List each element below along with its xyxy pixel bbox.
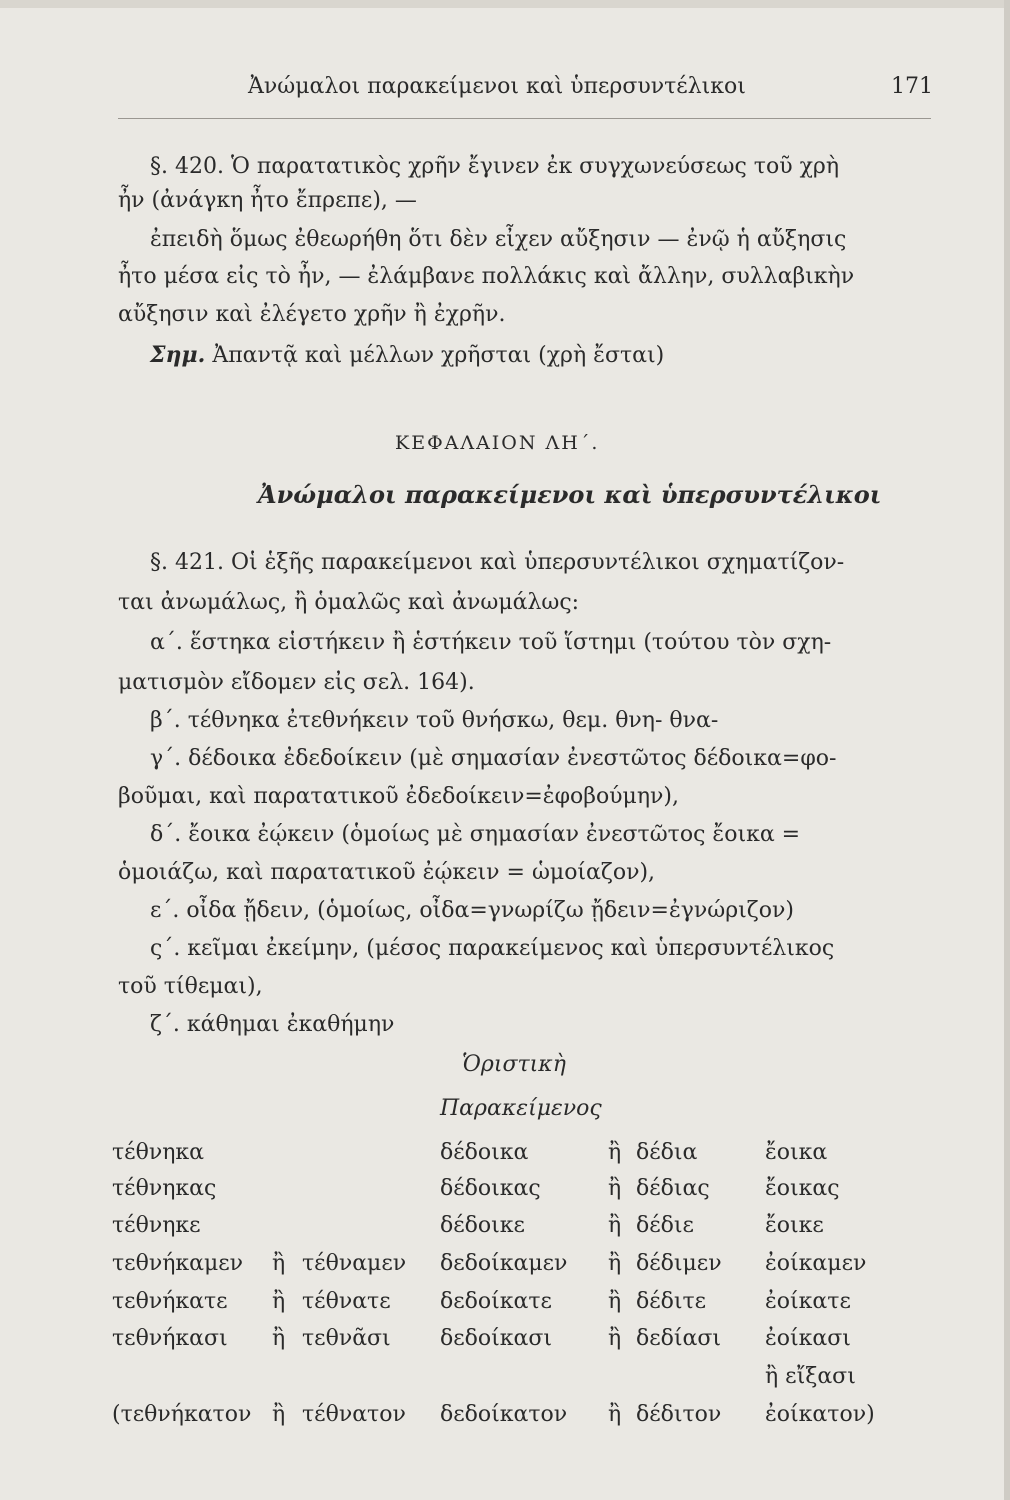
table-cell: δέδιμεν bbox=[636, 1251, 722, 1276]
table-cell: τέθνηκας bbox=[112, 1176, 217, 1201]
table-cell: ἔοικε bbox=[765, 1213, 824, 1238]
table-cell: δεδοίκαμεν bbox=[440, 1251, 568, 1276]
table-cell: ἢ bbox=[272, 1402, 286, 1427]
table-cell: δέδια bbox=[636, 1140, 698, 1165]
table-cell: ἢ bbox=[608, 1176, 622, 1201]
table-cell: δέδοικε bbox=[440, 1213, 525, 1238]
table-cell: ἐοίκασι bbox=[765, 1326, 851, 1351]
item-a-line-1: α΄. ἕστηκα εἱστήκειν ἢ ἑστήκειν τοῦ ἵστημι (τούτου τὸν σχη- bbox=[150, 630, 832, 655]
table-cell: ἢ bbox=[272, 1326, 286, 1351]
section-420-line-2: ἦν (ἀνάγκη ἦτο ἔπρεπε), — bbox=[118, 188, 417, 213]
table-cell: δέδοικας bbox=[440, 1176, 541, 1201]
item-b-line-1: β΄. τέθνηκα ἐτεθνήκειν τοῦ θνήσκω, θεμ. θνη- θνα- bbox=[150, 708, 719, 733]
table-cell: ἐοίκατε bbox=[765, 1289, 851, 1314]
header-rule bbox=[118, 118, 931, 119]
table-cell: ἢ bbox=[608, 1140, 622, 1165]
item-d-line-2: ὁμοιάζω, καὶ παρατατικοῦ ἐῴκειν = ὡμοίαζον), bbox=[118, 860, 656, 885]
table-cell: τεθνήκασι bbox=[112, 1326, 228, 1351]
table-cell: τεθνήκατε bbox=[112, 1289, 228, 1314]
table-mood-heading: Ὁριστικὴ bbox=[462, 1052, 566, 1077]
item-f-line-1: ς΄. κεῖμαι ἐκείμην, (μέσος παρακείμενος καὶ ὑπερσυντέλικος bbox=[150, 936, 835, 961]
section-420-line-1: §. 420. Ὁ παρατατικὸς χρῆν ἔγινεν ἐκ συγχωνεύσεως τοῦ χρὴ bbox=[150, 154, 840, 179]
table-cell: δέδιτον bbox=[636, 1402, 722, 1427]
section-420-line-3: ἐπειδὴ ὅμως ἐθεωρήθη ὅτι δὲν εἶχεν αὔξησιν — ἐνῷ ἡ αὔξησις bbox=[150, 227, 847, 252]
table-cell: τέθνηκα bbox=[112, 1140, 204, 1165]
note-text: Ἀπαντᾷ καὶ μέλλων χρῆσται (χρὴ ἔσται) bbox=[212, 343, 665, 368]
table-cell: δεδοίκατον bbox=[440, 1402, 568, 1427]
item-e-line-1: ε΄. οἶδα ᾔδειν, (ὁμοίως, οἶδα=γνωρίζω ᾔδειν=ἐγνώριζον) bbox=[150, 898, 794, 923]
page-number: 171 bbox=[891, 74, 933, 99]
table-cell: ἢ bbox=[272, 1289, 286, 1314]
chapter-heading: ΚΕΦΑΛΑΙΟΝ ΛΗ΄. bbox=[395, 432, 600, 454]
table-cell: δέδιτε bbox=[636, 1289, 707, 1314]
table-cell: ἢ bbox=[608, 1402, 622, 1427]
table-cell: ἐοίκατον) bbox=[765, 1402, 875, 1427]
item-a-line-2: ματισμὸν εἴδομεν εἰς σελ. 164). bbox=[118, 670, 475, 695]
table-cell: ἢ bbox=[608, 1289, 622, 1314]
table-cell: τεθνήκαμεν bbox=[112, 1251, 244, 1276]
table-cell: δεδοίκατε bbox=[440, 1289, 552, 1314]
table-cell: τέθνηκε bbox=[112, 1213, 201, 1238]
item-d-line-1: δ΄. ἔοικα ἐῴκειν (ὁμοίως μὲ σημασίαν ἐνεστῶτος ἔοικα = bbox=[150, 822, 801, 847]
table-cell: δεδίασι bbox=[636, 1326, 722, 1351]
table-cell: δέδιας bbox=[636, 1176, 710, 1201]
table-cell: ἢ εἴξασι bbox=[765, 1364, 856, 1389]
table-cell: ἐοίκαμεν bbox=[765, 1251, 867, 1276]
table-cell: τέθναμεν bbox=[302, 1251, 407, 1276]
table-cell: δέδοικα bbox=[440, 1140, 529, 1165]
table-cell: τεθνᾶσι bbox=[302, 1326, 391, 1351]
running-title: Ἀνώμαλοι παρακείμενοι καὶ ὑπερσυντέλικοι bbox=[248, 74, 746, 99]
table-cell: δέδιε bbox=[636, 1213, 694, 1238]
table-cell: ἢ bbox=[608, 1213, 622, 1238]
scan-edge-right bbox=[1004, 0, 1010, 1500]
item-c-line-1: γ΄. δέδοικα ἐδεδοίκειν (μὲ σημασίαν ἐνεστῶτος δέδοικα=φο- bbox=[150, 746, 837, 771]
section-420-line-5: αὔξησιν καὶ ἐλέγετο χρῆν ἢ ἐχρῆν. bbox=[118, 302, 506, 327]
section-420-line-4: ἦτο μέσα εἰς τὸ ἦν, — ἐλάμβανε πολλάκις καὶ ἄλλην, συλλαβικὴν bbox=[118, 264, 855, 289]
note-label: Σημ. bbox=[150, 342, 206, 368]
item-c-line-2: βοῦμαι, καὶ παρατατικοῦ ἐδεδοίκειν=ἐφοβούμην), bbox=[118, 784, 679, 809]
table-cell: τέθνατον bbox=[302, 1402, 406, 1427]
section-421-line-1: §. 421. Οἱ ἑξῆς παρακείμενοι καὶ ὑπερσυντέλικοι σχηματίζον- bbox=[150, 550, 845, 575]
section-420-note bbox=[150, 340, 664, 371]
table-cell: τέθνατε bbox=[302, 1289, 391, 1314]
table-cell: ἢ bbox=[608, 1326, 622, 1351]
table-cell: ἔοικα bbox=[765, 1140, 828, 1165]
table-cell: δεδοίκασι bbox=[440, 1326, 553, 1351]
table-cell: ἢ bbox=[272, 1251, 286, 1276]
table-cell: ἔοικας bbox=[765, 1176, 840, 1201]
chapter-title: Ἀνώμαλοι παρακείμενοι καὶ ὑπερσυντέλικοι bbox=[258, 480, 882, 509]
table-cell: ἢ bbox=[608, 1251, 622, 1276]
item-g-line-1: ζ΄. κάθημαι ἐκαθήμην bbox=[150, 1012, 395, 1037]
scan-edge-top bbox=[0, 0, 1010, 8]
table-cell: (τεθνήκατον bbox=[112, 1402, 252, 1427]
item-f-line-2: τοῦ τίθεμαι), bbox=[118, 974, 263, 999]
table-tense-heading: Παρακείμενος bbox=[440, 1096, 602, 1121]
section-421-line-2: ται ἀνωμάλως, ἢ ὁμαλῶς καὶ ἀνωμάλως: bbox=[118, 590, 580, 615]
